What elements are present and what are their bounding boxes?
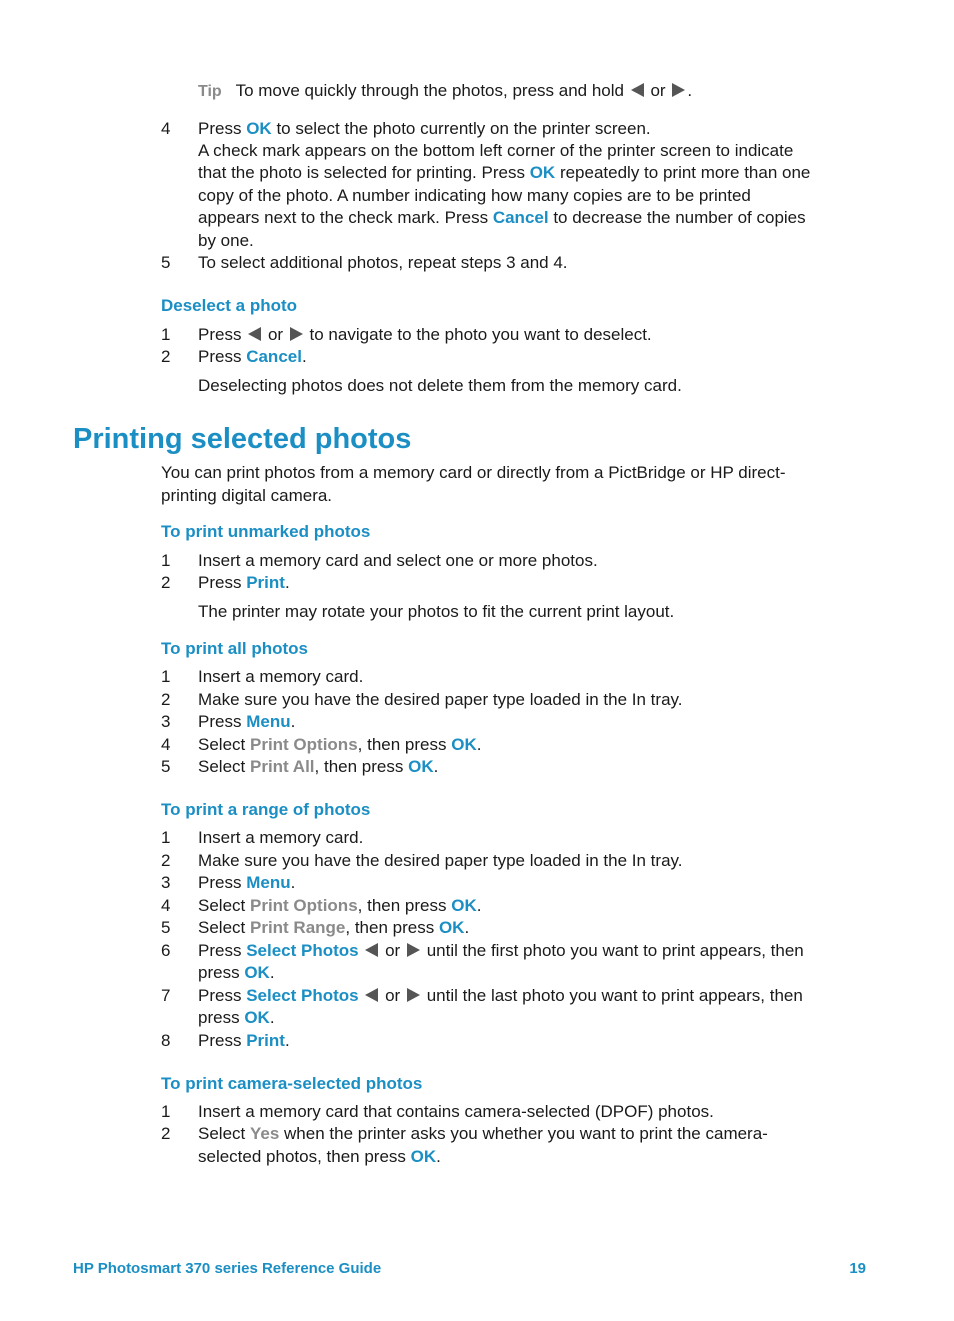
step-text: Insert a memory card. [198,828,364,847]
step-text [198,962,275,984]
menu-button-label: Menu [246,873,291,892]
step-text: by one. [198,231,254,250]
text: , then press [357,896,447,915]
step-text [198,734,481,756]
step-text [198,1030,290,1052]
text: or [385,986,401,1005]
section-heading: To print all photos [161,639,308,658]
step-text: Make sure you have the desired paper type loaded in the In tray. [198,690,683,709]
step-number: 2 [161,573,171,592]
text: . [464,918,470,937]
tip-or: or [650,81,666,100]
step-text [198,985,803,1007]
text: to decrease the number of copies [553,208,806,227]
step-number: 2 [161,851,171,870]
step-number: 5 [161,918,171,937]
section-heading: To print a range of photos [161,800,371,819]
intro-text: printing digital camera. [161,486,333,505]
text: Press [198,119,242,138]
step-text [198,1123,768,1145]
step-number: 5 [161,757,171,776]
step-text: Insert a memory card. [198,667,364,686]
ok-button-label: OK [451,735,477,754]
text: Press [198,1031,242,1050]
ok-button-label: OK [529,163,556,182]
step-number: 8 [161,1031,171,1050]
step-number: 2 [161,690,171,709]
step-text: Insert a memory card and select one or more photos. [198,551,598,570]
note-text: The printer may rotate your photos to fit the current print layout. [198,602,675,621]
section-heading: To print camera-selected photos [161,1074,423,1093]
step-text: Make sure you have the desired paper type loaded in the In tray. [198,851,683,870]
step-text [198,324,652,346]
right-arrow-icon [290,327,303,341]
menu-option-label: Print Options [249,735,358,754]
text: . [476,896,482,915]
select-photos-button-label: Select Photos [246,941,359,960]
text: Select [198,896,246,915]
cancel-button-label: Cancel [246,347,302,366]
text: Press [198,325,242,344]
step-number: 7 [161,986,171,1005]
step-number: 3 [161,873,171,892]
step-text [198,162,810,184]
step-text [198,207,806,229]
step-text [198,756,438,778]
step-text: copy of the photo. A number indicating how many copies are to be printed [198,186,751,205]
text: Press [198,986,242,1005]
step-text [198,872,295,894]
tip-label: Tip [198,83,222,100]
left-arrow-icon [631,83,644,97]
text: to select the photo currently on the printer screen. [276,119,651,138]
text: . [284,1031,290,1050]
step-number: 3 [161,712,171,731]
step-text [198,1146,441,1168]
text: until the last photo you want to print appears, then [426,986,803,1005]
text: . [436,1147,441,1166]
ok-button-label: OK [408,757,434,776]
ok-button-label: OK [410,1147,437,1166]
text: Select [198,735,246,754]
left-arrow-icon [248,327,261,341]
print-button-label: Print [246,573,285,592]
text: . [269,963,275,982]
menu-option-label: Print Range [249,918,346,937]
text: Press [198,873,242,892]
text: press [198,963,240,982]
left-arrow-icon [365,943,378,957]
section-heading: Deselect a photo [161,296,298,315]
ok-button-label: OK [438,918,465,937]
step-number: 6 [161,941,171,960]
step-number: 1 [161,1102,171,1121]
step-text [198,572,290,594]
menu-option-label: Yes [249,1124,280,1143]
text: Select [198,757,246,776]
text: . [284,573,290,592]
right-arrow-icon [407,943,420,957]
menu-option-label: Print Options [249,896,358,915]
page-title: Printing selected photos [73,423,412,455]
text: Press [198,712,242,731]
ok-button-label: OK [451,896,477,915]
step-number: 5 [161,253,171,272]
text: . [433,757,439,776]
intro-text: You can print photos from a memory card or directly from a PictBridge or HP direct- [161,463,786,482]
step-number: 1 [161,325,171,344]
text: . [290,873,296,892]
step-text [198,711,295,733]
footer-guide-title: HP Photosmart 370 series Reference Guide [73,1260,382,1277]
text: until the first photo you want to print appears, then [426,941,804,960]
page-number: 19 [849,1260,866,1277]
text: appears next to the check mark. Press [198,208,489,227]
menu-button-label: Menu [246,712,291,731]
step-number: 4 [161,896,171,915]
text: . [290,712,296,731]
menu-option-label: Print All [249,757,315,776]
text: or [385,941,401,960]
step-number: 4 [161,735,171,754]
right-arrow-icon [672,83,685,97]
step-text: A check mark appears on the bottom left corner of the printer screen to indicate [198,141,794,160]
text: , then press [357,735,447,754]
step-number: 1 [161,828,171,847]
text: selected photos, then press [198,1147,406,1166]
text: that the photo is selected for printing. Press [198,163,525,182]
text: to navigate to the photo you want to deselect. [309,325,652,344]
text: , then press [314,757,404,776]
select-photos-button-label: Select Photos [246,986,359,1005]
text: or [267,325,284,344]
text: . [476,735,482,754]
step-text [198,346,307,368]
text: Press [198,573,242,592]
step-text [198,917,469,939]
text: . [269,1008,275,1027]
text: Press [198,347,242,366]
text: press [198,1008,240,1027]
text: when the printer asks you whether you want to print the camera- [284,1124,768,1143]
left-arrow-icon [365,988,378,1002]
right-arrow-icon [407,988,420,1002]
step-number: 1 [161,551,171,570]
note-text: Deselecting photos does not delete them from the memory card. [198,376,682,395]
step-text [198,940,804,962]
tip-line [198,80,692,103]
ok-button-label: OK [244,1008,270,1027]
step-number: 2 [161,1124,171,1143]
text: , then press [345,918,435,937]
tip-period: . [687,81,693,100]
ok-button-label: OK [244,963,270,982]
text: Press [198,941,242,960]
tip-text: To move quickly through the photos, press and hold [235,81,624,100]
section-heading: To print unmarked photos [161,522,371,541]
step-number: 1 [161,667,171,686]
text: repeatedly to print more than one [559,163,811,182]
step-text [198,895,481,917]
text: . [301,347,307,366]
step-number: 2 [161,347,171,366]
step-text: To select additional photos, repeat steps 3 and 4. [198,253,568,272]
step-text: Insert a memory card that contains camera-selected (DPOF) photos. [198,1102,714,1121]
ok-button-label: OK [246,119,272,138]
cancel-button-label: Cancel [492,208,549,227]
print-button-label: Print [246,1031,285,1050]
text: Select [198,918,246,937]
step-text [198,1007,275,1029]
step-text [198,118,651,140]
text: Select [198,1124,246,1143]
step-number: 4 [161,119,171,138]
